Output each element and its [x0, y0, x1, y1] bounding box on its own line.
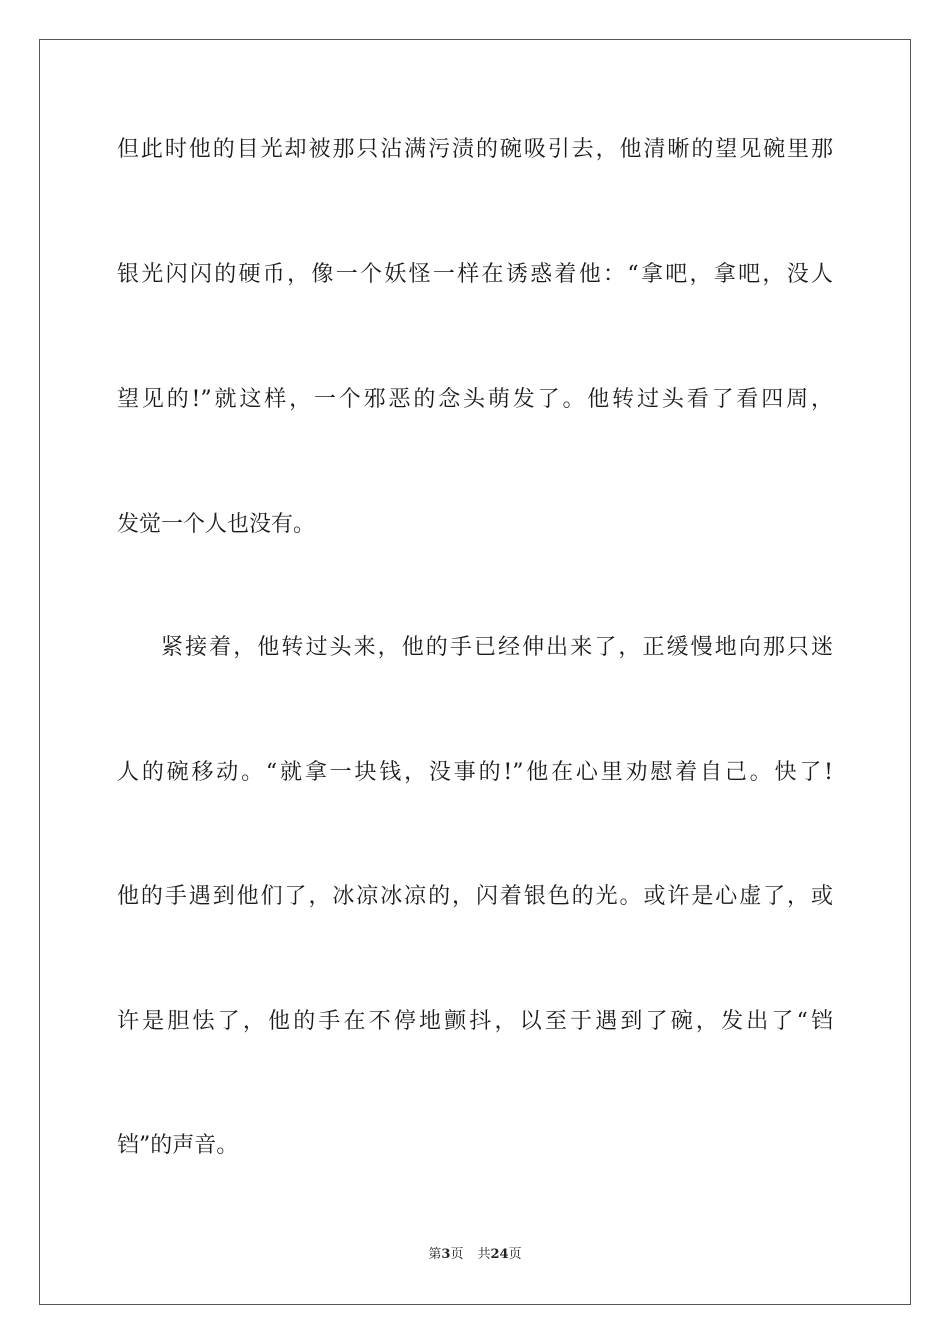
text-line-4: 发觉一个人也没有。	[117, 512, 316, 537]
text-line-2: 银光闪闪的硬币，像一个妖怪一样在诱惑着他：“拿吧，拿吧，没人	[117, 262, 833, 287]
text-line-8: 许是胆怯了，他的手在不停地颤抖，以至于遇到了碗，发出了“铛	[117, 1009, 833, 1034]
total-suffix: 页	[508, 1247, 522, 1262]
text-line-7: 他的手遇到他们了，冰凉冰凉的，闪着银色的光。或许是心虚了，或	[117, 884, 833, 909]
text-line-9: 铛”的声音。	[117, 1133, 239, 1158]
text-line-3: 望见的!”就这样，一个邪恶的念头萌发了。他转过头看了看四周，	[117, 387, 833, 412]
page-border	[39, 39, 911, 1305]
page-footer	[0, 1246, 950, 1264]
page-suffix: 页	[450, 1247, 464, 1262]
total-pages: 24	[490, 1247, 509, 1262]
text-line-6: 人的碗移动。“就拿一块钱，没事的!”他在心里劝慰着自己。快了!	[117, 760, 833, 785]
total-prefix: 共	[477, 1247, 491, 1262]
page-number: 3	[441, 1247, 451, 1262]
text-line-1: 但此时他的目光却被那只沾满污渍的碗吸引去，他清晰的望见碗里那	[117, 137, 833, 162]
page-prefix: 第	[428, 1247, 442, 1262]
text-line-5: 紧接着，他转过头来，他的手已经伸出来了，正缓慢地向那只迷	[161, 635, 833, 660]
